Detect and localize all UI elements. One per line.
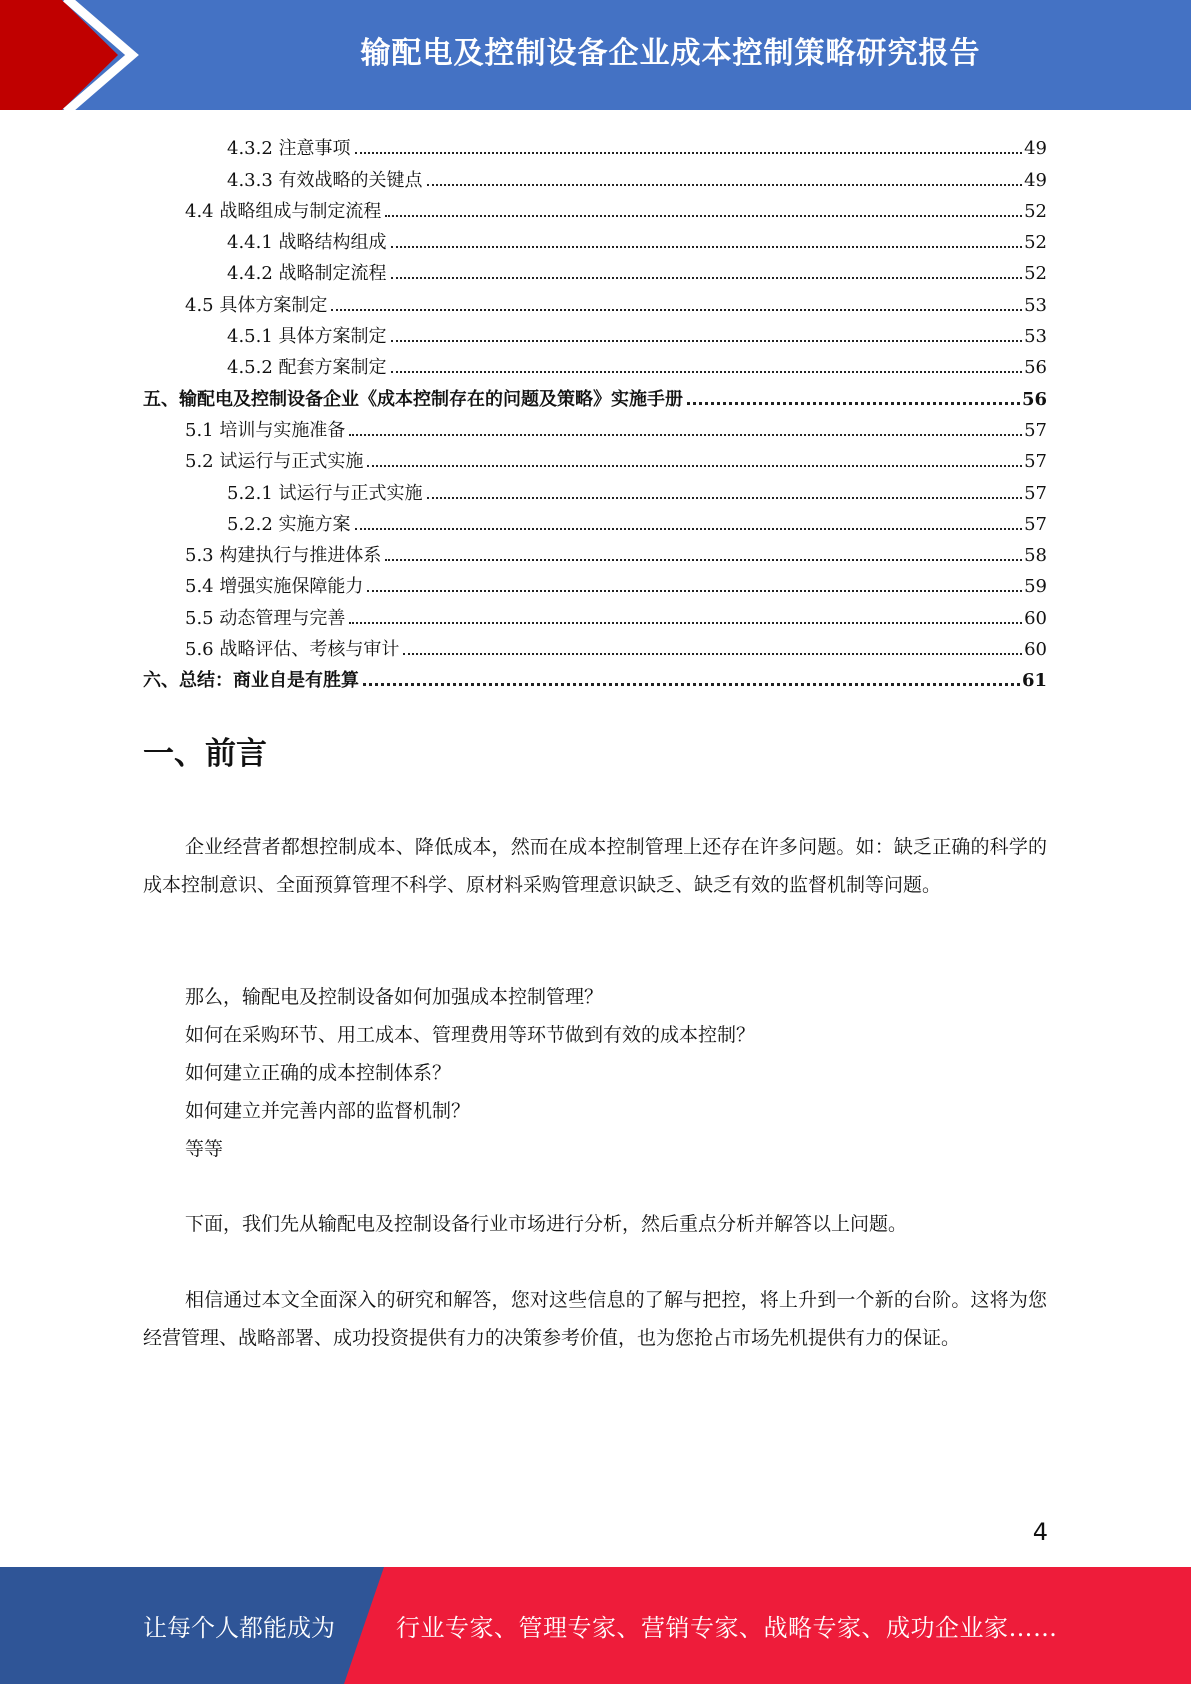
toc-entry[interactable]: [143, 628, 1047, 659]
toc-entry[interactable]: [143, 503, 1047, 534]
page-header-banner: [0, 0, 1191, 110]
toc-entry-page: 58: [1024, 545, 1047, 567]
question-item: 那么，输配电及控制设备如何加强成本控制管理？: [185, 986, 604, 1008]
toc-entry[interactable]: [143, 283, 1047, 314]
toc-entry-title: 5.1 培训与实施准备: [185, 419, 346, 441]
toc-entry-title: 5.2 试运行与正式实施: [185, 451, 364, 473]
toc-entry-title: 5.2.2 实施方案: [227, 513, 351, 535]
toc-entry[interactable]: [143, 315, 1047, 346]
intro-paragraph: 企业经营者都想控制成本、降低成本，然而在成本控制管理上还存在许多问题。如：缺乏正确的科学的成本控制意识、全面预算管理不科学、原材料采购管理意识缺乏、缺乏有效的监督机制等问题。: [143, 836, 1047, 896]
toc-entry[interactable]: [143, 409, 1047, 440]
toc-entry-title: 4.5 具体方案制定: [185, 294, 328, 316]
toc-dot-leader: [391, 246, 1023, 248]
toc-entry-page: 57: [1024, 451, 1047, 473]
document-title: 输配电及控制设备企业成本控制策略研究报告: [360, 36, 981, 71]
header-arrow-decoration: [0, 0, 150, 110]
footer-slogan-left: 让每个人都能成为: [143, 1614, 335, 1642]
toc-dot-leader: [349, 434, 1022, 436]
toc-entry-title: 五、输配电及控制设备企业《成本控制存在的问题及策略》实施手册: [143, 388, 683, 410]
question-item: 如何建立正确的成本控制体系？: [185, 1062, 452, 1084]
toc-entry-page: 60: [1024, 639, 1047, 661]
question-item: 如何在采购环节、用工成本、管理费用等环节做到有效的成本控制？: [185, 1024, 756, 1046]
transition-paragraph: 下面，我们先从输配电及控制设备行业市场进行分析，然后重点分析并解答以上问题。: [185, 1213, 908, 1235]
question-item: 如何建立并完善内部的监督机制？: [185, 1100, 471, 1122]
toc-entry-title: 4.4 战略组成与制定流程: [185, 200, 382, 222]
toc-entry-page: 52: [1024, 232, 1047, 254]
toc-entry[interactable]: [143, 346, 1047, 377]
toc-entry-title: 4.4.1 战略结构组成: [227, 232, 387, 254]
toc-dot-leader: [403, 653, 1022, 655]
toc-entry[interactable]: [143, 659, 1047, 690]
toc-entry-title: 5.2.1 试运行与正式实施: [227, 482, 423, 504]
toc-entry[interactable]: [143, 377, 1047, 408]
toc-entry[interactable]: [143, 252, 1047, 283]
page-footer-banner: [0, 1567, 1191, 1684]
toc-entry-page: 49: [1024, 169, 1047, 191]
toc-dot-leader: [363, 683, 1020, 686]
toc-dot-leader: [349, 622, 1022, 624]
toc-entry[interactable]: [143, 158, 1047, 189]
table-of-contents: [143, 127, 1047, 690]
toc-entry-page: 53: [1024, 326, 1047, 348]
toc-entry-title: 4.3.3 有效战略的关键点: [227, 169, 423, 191]
toc-entry-page: 57: [1024, 482, 1047, 504]
closing-paragraph: 相信通过本文全面深入的研究和解答，您对这些信息的了解与把控，将上升到一个新的台阶。这将为您经营管理、战略部署、成功投资提供有力的决策参考价值，也为您抢占市场先机提供有力的保证。: [143, 1289, 1047, 1349]
toc-entry-page: 49: [1024, 138, 1047, 160]
toc-entry-page: 52: [1024, 263, 1047, 285]
toc-entry[interactable]: [143, 596, 1047, 627]
toc-dot-leader: [391, 277, 1023, 279]
toc-entry[interactable]: [143, 221, 1047, 252]
toc-dot-leader: [391, 340, 1023, 342]
toc-dot-leader: [331, 309, 1022, 311]
toc-entry-title: 4.3.2 注意事项: [227, 138, 351, 160]
toc-entry[interactable]: [143, 190, 1047, 221]
toc-entry-title: 5.3 构建执行与推进体系: [185, 545, 382, 567]
toc-entry-title: 4.4.2 战略制定流程: [227, 263, 387, 285]
toc-entry[interactable]: [143, 127, 1047, 158]
toc-entry-page: 57: [1024, 419, 1047, 441]
toc-dot-leader: [427, 184, 1023, 186]
toc-entry-page: 59: [1024, 576, 1047, 598]
toc-entry-page: 56: [1021, 388, 1047, 410]
toc-entry[interactable]: [143, 565, 1047, 596]
toc-entry-page: 61: [1021, 670, 1047, 692]
toc-entry-title: 六、总结：商业自是有胜算: [143, 670, 359, 692]
page-number: 4: [1032, 1518, 1048, 1546]
toc-entry[interactable]: [143, 471, 1047, 502]
toc-entry-title: 5.5 动态管理与完善: [185, 607, 346, 629]
toc-entry-page: 52: [1024, 200, 1047, 222]
toc-dot-leader: [391, 371, 1023, 373]
question-item: 等等: [185, 1138, 224, 1160]
toc-entry-page: 57: [1024, 513, 1047, 535]
toc-entry[interactable]: [143, 440, 1047, 471]
toc-dot-leader: [687, 402, 1020, 405]
toc-entry[interactable]: [143, 534, 1047, 565]
toc-dot-leader: [355, 152, 1023, 154]
toc-dot-leader: [385, 559, 1022, 561]
toc-entry-title: 5.4 增强实施保障能力: [185, 576, 364, 598]
toc-entry-page: 60: [1024, 607, 1047, 629]
toc-entry-title: 5.6 战略评估、考核与审计: [185, 639, 400, 661]
toc-dot-leader: [385, 215, 1022, 217]
toc-dot-leader: [355, 528, 1023, 530]
toc-entry-page: 53: [1024, 294, 1047, 316]
toc-dot-leader: [367, 590, 1022, 592]
toc-entry-title: 4.5.2 配套方案制定: [227, 357, 387, 379]
toc-entry-page: 56: [1024, 357, 1047, 379]
toc-dot-leader: [367, 465, 1022, 467]
toc-dot-leader: [427, 497, 1023, 499]
question-list: [185, 978, 755, 1168]
section-heading: 一、前言: [143, 736, 267, 772]
footer-slogan-right: 行业专家、管理专家、营销专家、战略专家、成功企业家……: [396, 1614, 1058, 1642]
toc-entry-title: 4.5.1 具体方案制定: [227, 326, 387, 348]
